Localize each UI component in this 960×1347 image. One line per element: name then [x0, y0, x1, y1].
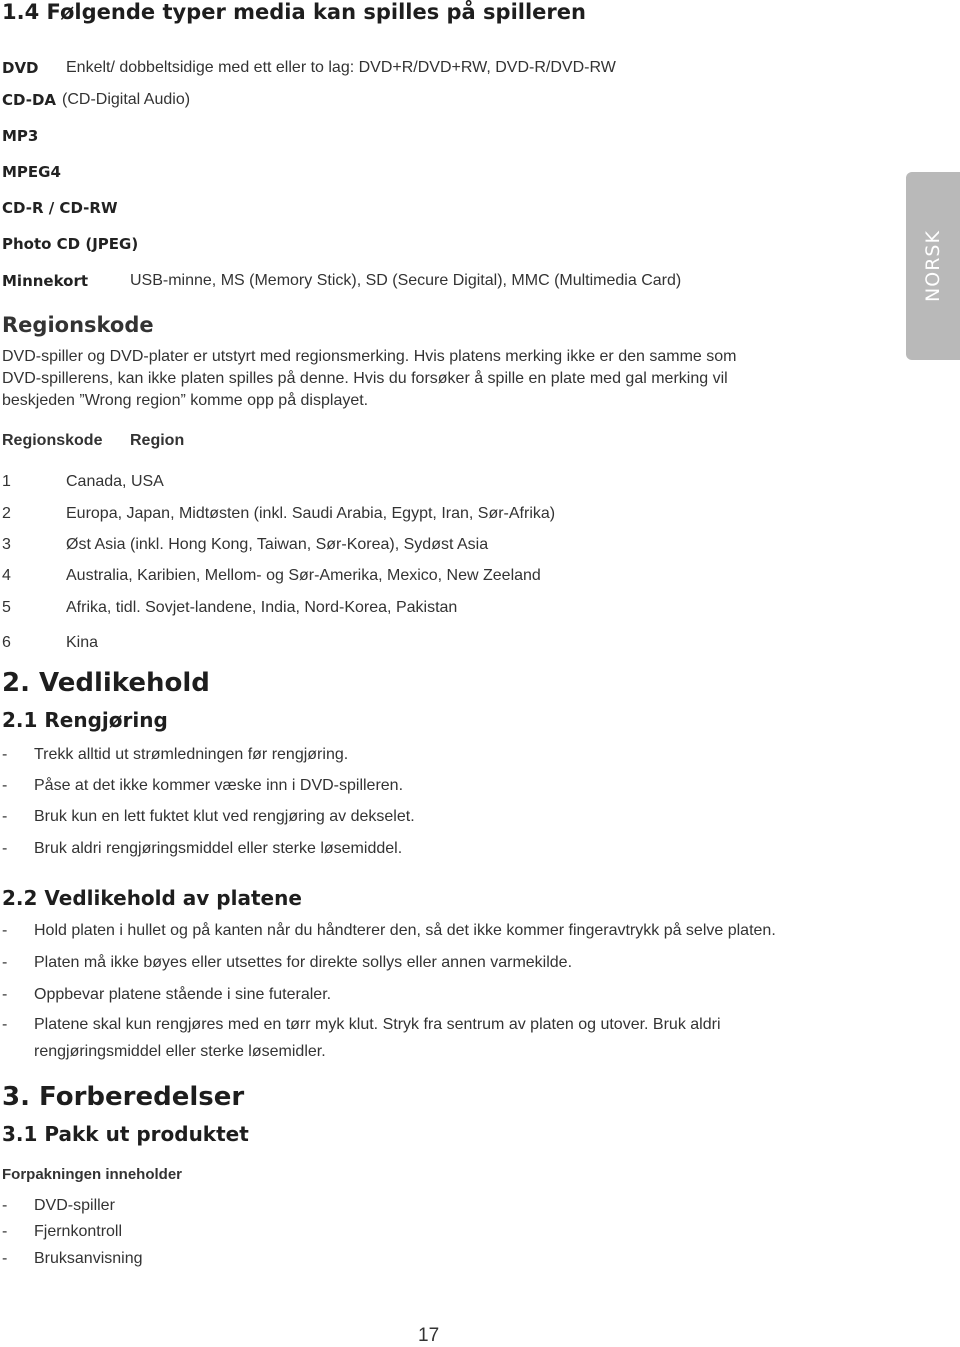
language-side-tab [906, 172, 960, 360]
region-row [2, 473, 164, 491]
region-header-code: Regionskode [2, 432, 103, 449]
list-item-text: Trekk alltid ut strømledningen før rengjøring. [34, 746, 349, 763]
list-item-text: Bruk aldri rengjøringsmiddel eller sterke løsemiddel. [34, 840, 403, 857]
package-contents-heading: Forpakningen inneholder [2, 1166, 183, 1183]
region-row [2, 634, 98, 652]
list-item [2, 808, 415, 826]
media-term-minnekort: Minnekort [2, 272, 89, 290]
list-item-text: Hold platen i hullet og på kanten når du håndterer den, så det ikke kommer fingeravtrykk på selve platen. [34, 922, 776, 939]
region-code: 5 [2, 599, 11, 616]
list-item [2, 1016, 721, 1034]
regionskode-para-line-2: DVD-spillerens, kan ikke platen spilles på denne. Hvis du forsøker å spille en plate med gal merking vil [2, 370, 728, 387]
media-term-mp3: MP3 [2, 127, 39, 145]
media-desc-dvd: Enkelt/ dobbeltsidige med ett eller to lag: DVD+R/DVD+RW, DVD-R/DVD-RW [66, 59, 616, 76]
list-item-text: Påse at det ikke kommer væske inn i DVD-spilleren. [34, 777, 404, 794]
list-item [2, 1250, 143, 1268]
region-row [2, 536, 488, 554]
dash: - [2, 1197, 8, 1214]
media-term-dvd: DVD [2, 59, 39, 77]
region-name: Kina [66, 634, 99, 651]
regionskode-heading: Regionskode [2, 313, 154, 337]
section-title-forberedelser: 3. Forberedelser [2, 1082, 245, 1112]
dash: - [2, 1223, 8, 1240]
dash: - [2, 746, 8, 763]
list-item-text: Platen må ikke bøyes eller utsettes for direkte sollys eller annen varmekilde. [34, 954, 573, 971]
region-code: 2 [2, 505, 11, 522]
dash: - [2, 922, 8, 939]
media-term-mpeg4: MPEG4 [2, 163, 61, 181]
section-title-vedlikehold: 2. Vedlikehold [2, 668, 210, 698]
region-code: 1 [2, 473, 11, 490]
region-name: Australia, Karibien, Mellom- og Sør-Amerika, Mexico, New Zeeland [66, 567, 541, 584]
list-item [2, 1223, 122, 1241]
region-name: Afrika, tidl. Sovjet-landene, India, Nord-Korea, Pakistan [66, 599, 458, 616]
list-item [2, 954, 572, 972]
media-term-cdda: CD-DA [2, 91, 57, 109]
list-item-text: DVD-spiller [34, 1197, 115, 1214]
list-item [2, 986, 331, 1004]
minnekort-desc-rest: MS (Memory Stick), SD (Secure Digital), MMC (Multimedia Card) [216, 272, 682, 289]
list-item [2, 1197, 115, 1215]
dash: - [2, 808, 8, 825]
dash: - [2, 1250, 8, 1267]
regionskode-para-line-1: DVD-spiller og DVD-plater er utstyrt med regionsmerking. Hvis platens merking ikke er den samme som [2, 348, 737, 365]
section-title-rengjoring: 2.1 Rengjøring [2, 708, 168, 732]
list-item-text: Fjernkontroll [34, 1223, 123, 1240]
region-row [2, 599, 457, 617]
dash: - [2, 954, 8, 971]
media-term-photocd: Photo CD (JPEG) [2, 235, 139, 253]
region-name: Øst Asia (inkl. Hong Kong, Taiwan, Sør-Korea), Sydøst Asia [66, 536, 489, 553]
region-code: 6 [2, 634, 11, 651]
list-item-text: Oppbevar platene stående i sine futeraler. [34, 986, 332, 1003]
media-desc-cdda: (CD-Digital Audio) [62, 91, 191, 108]
list-item-text: Bruksanvisning [34, 1250, 143, 1267]
region-row [2, 567, 541, 585]
region-name: Europa, Japan, Midtøsten (inkl. Saudi Arabia, Egypt, Iran, Sør-Afrika) [66, 505, 556, 522]
region-name: Canada, USA [66, 473, 164, 490]
list-item [2, 746, 348, 764]
list-item-text: Bruk kun en lett fuktet klut ved rengjøring av dekselet. [34, 808, 415, 825]
list-item-text: Platene skal kun rengjøres med en tørr myk klut. Stryk fra sentrum av platen og utover. Bruk aldri [34, 1016, 721, 1033]
dash: - [2, 1016, 8, 1033]
region-code: 4 [2, 567, 11, 584]
language-tab-label: NORSK [922, 230, 944, 302]
section-title-pakk-ut: 3.1 Pakk ut produktet [2, 1122, 249, 1146]
list-item [2, 922, 776, 940]
media-term-cdr: CD-R / CD-RW [2, 199, 118, 217]
section-title-vedlikehold-platene: 2.2 Vedlikehold av platene [2, 886, 302, 910]
dash: - [2, 986, 8, 1003]
dash: - [2, 777, 8, 794]
page-number: 17 [418, 1325, 440, 1346]
list-item-continuation: rengjøringsmiddel eller sterke løsemidler. [34, 1043, 326, 1060]
regionskode-para-line-3: beskjeden ”Wrong region” komme opp på displayet. [2, 392, 369, 409]
region-code: 3 [2, 536, 11, 553]
usb-label: USB-minne, [130, 272, 217, 289]
media-desc-minnekort [130, 272, 681, 290]
region-header-region: Region [130, 432, 185, 449]
region-row [2, 505, 555, 523]
list-item [2, 840, 402, 858]
section-title-1-4: 1.4 Følgende typer media kan spilles på spilleren [2, 0, 586, 24]
dash: - [2, 840, 8, 857]
list-item [2, 777, 403, 795]
